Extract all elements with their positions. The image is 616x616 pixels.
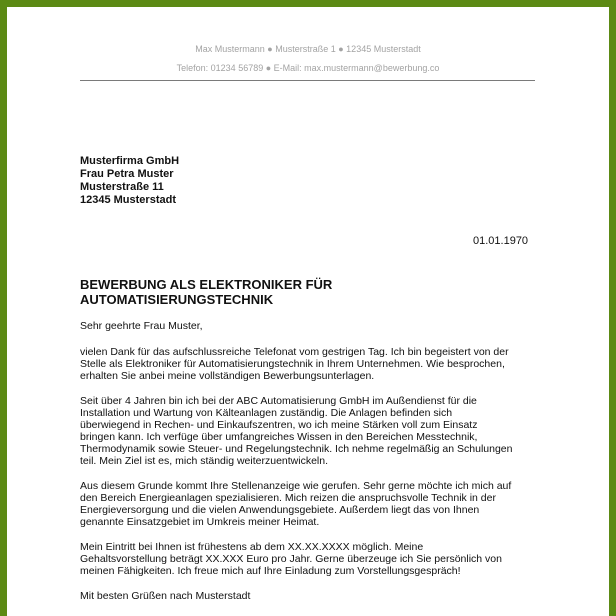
recipient-address [80, 155, 179, 207]
body-paragraph [80, 346, 545, 382]
paragraph-line: meinen Fähigkeiten. Ich freue mich auf Ihre Einladung zum Vorstellungsgespräch! [80, 565, 461, 577]
body-paragraph [80, 541, 545, 577]
recipient-city: 12345 Musterstadt [80, 194, 176, 206]
paragraph-line: genannte Einsatzgebiet im Umkreis meiner Heimat. [80, 516, 320, 528]
letterhead-contact: Telefon: 01234 56789 ● E-Mail: max.mustermann@bewerbung.co [176, 63, 440, 73]
paragraph-line: Aus diesem Grunde kommt Ihre Stellenanzeige wie gerufen. Sehr gerne möchte ich mich auf [80, 480, 512, 492]
paragraph-line: Mit besten Grüßen nach Musterstadt [80, 590, 251, 602]
letter-date: 01.01.1970 [473, 235, 529, 247]
paragraph-line: Gehaltsvorstellung beträgt XX.XXX Euro pro Jahr. Gerne überzeuge ich Sie persönlich von [80, 553, 502, 565]
letter-page [7, 7, 609, 616]
paragraph-line: Stelle als Elektroniker für Automatisierungstechnik in Ihrem Unternehmen. Wie besprochen, [80, 358, 505, 370]
letterhead-address: Max Mustermann ● Musterstraße 1 ● 12345 Musterstadt [195, 44, 421, 54]
paragraph-line: erhalten Sie anbei meine vollständigen Bewerbungsunterlagen. [80, 370, 375, 382]
letter-subject [80, 277, 540, 307]
letter-body [80, 320, 545, 615]
paragraph-line: Energieversorgung und die vielen Anwendungsgebiete. Außerdem liegt das von Ihnen [80, 504, 480, 516]
paragraph-line: Installation und Wartung von Kälteanlagen zuständig. Die Anlagen befinden sich [80, 407, 453, 419]
paragraph-line: teil. Mein Ziel ist es, mich ständig weiterzuentwickeln. [80, 455, 329, 467]
paragraph-line: überwiegend in Rechen- und Einkaufszentren, wo ich meine Stärken voll zum Einsatz [80, 419, 478, 431]
subject-line: AUTOMATISIERUNGSTECHNIK [80, 292, 274, 307]
recipient-street: Musterstraße 11 [80, 181, 164, 193]
paragraph-line: vielen Dank für das aufschlussreiche Telefonat vom gestrigen Tag. Ich bin begeistert von der [80, 346, 509, 358]
header-divider [80, 80, 535, 81]
recipient-person: Frau Petra Muster [80, 168, 174, 180]
recipient-company: Musterfirma GmbH [80, 155, 180, 167]
body-paragraph [80, 590, 545, 602]
paragraph-line: Seit über 4 Jahren bin ich bei der ABC Automatisierung GmbH im Außendienst für die [80, 395, 477, 407]
paragraph-line: Thermodynamik sowie Steuer- und Regelungstechnik. Ich nehme regelmäßig an Schulungen [80, 443, 513, 455]
paragraph-line: bringen kann. Ich verfüge über umfangreiches Wissen in den Bereichen Messtechnik, [80, 431, 478, 443]
subject-line: BEWERBUNG ALS ELEKTRONIKER FÜR [80, 277, 333, 292]
salutation: Sehr geehrte Frau Muster, [80, 320, 203, 332]
body-paragraph [80, 395, 545, 467]
paragraph-line: Mein Eintritt bei Ihnen ist frühestens ab dem XX.XX.XXXX möglich. Meine [80, 541, 424, 553]
body-paragraph [80, 480, 545, 528]
paragraph-list [80, 346, 545, 602]
paragraph-line: den Bereich Energieanlagen spezialisieren. Mich reizen die anspruchsvolle Technik in der [80, 492, 496, 504]
